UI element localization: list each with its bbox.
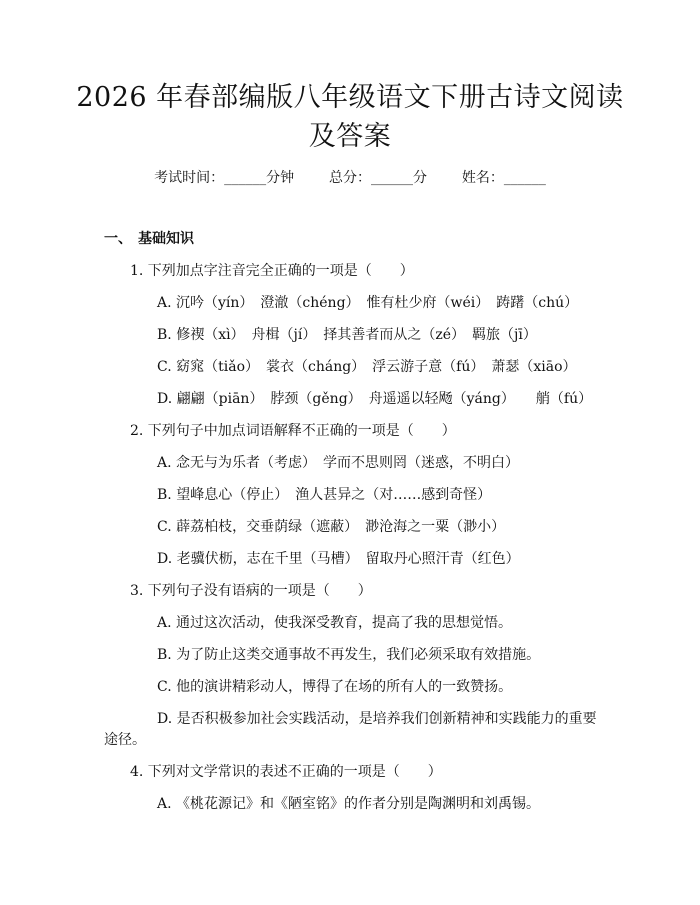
question-2-stem: 2. 下列句子中加点词语解释不正确的一项是（ ） [130, 423, 456, 439]
question-3-stem: 3. 下列句子没有语病的一项是（ ） [130, 583, 372, 599]
section-number: 一、 [104, 231, 132, 247]
student-name-field: 姓名：______ [461, 170, 546, 186]
question-1-stem: 1. 下列加点字注音完全正确的一项是（ ） [130, 263, 414, 279]
exam-time-field: 考试时间：______分钟 [154, 170, 295, 186]
question-4-option-a: A. 《桃花源记》和《陋室铭》的作者分别是陶渊明和刘禹锡。 [157, 796, 541, 812]
question-2-option-a: A. 念无与为乐者（考虑） 学而不思则罔（迷惑，不明白） [157, 455, 520, 471]
question-3-option-d-continued: 途径。 [104, 732, 146, 748]
question-2-option-b: B. 望峰息心（停止） 渔人甚异之（对……感到奇怪） [157, 487, 492, 503]
question-3-option-b: B. 为了防止这类交通事故不再发生，我们必须采取有效措施。 [157, 647, 541, 663]
question-4-stem: 4. 下列对文学常识的表述不正确的一项是（ ） [130, 764, 442, 780]
question-3-option-d: D. 是否积极参加社会实践活动，是培养我们创新精神和实践能力的重要 [157, 711, 597, 727]
total-score-field: 总分：______分 [329, 170, 427, 186]
question-1-option-c: C. 窈窕（tiǎo） 裳衣（cháng） 浮云游子意（fú） 萧瑟（xiāo） [157, 359, 577, 375]
document-title-line2: 及答案 [308, 121, 392, 152]
question-1-option-a: A. 沉吟（yín） 澄澈（chéng） 惟有杜少府（wéi） 踌躇（chú） [157, 295, 579, 311]
question-2-option-c: C. 薜荔柏枝，交垂荫绿（遮蔽） 渺沧海之一粟（渺小） [157, 519, 506, 535]
document-title-line1: 2026 年春部编版八年级语文下册古诗文阅读 [76, 82, 624, 113]
question-2-option-d: D. 老骥伏枥，志在千里（马槽） 留取丹心照汗青（红色） [157, 551, 520, 567]
question-1-option-d: D. 翩翩（piān） 脖颈（gěng） 舟遥遥以轻飏（yáng） 艄（fú） [157, 391, 593, 407]
question-3-option-c: C. 他的演讲精彩动人，博得了在场的所有人的一致赞扬。 [157, 679, 513, 695]
question-3-option-a: A. 通过这次活动，使我深受教育，提高了我的思想觉悟。 [157, 615, 513, 631]
section-title: 基础知识 [138, 231, 194, 247]
exam-info [0, 168, 700, 188]
section-heading [104, 229, 194, 249]
question-1-option-b: B. 修禊（xì） 舟楫（jí） 择其善者而从之（zé） 羁旅（jī） [157, 327, 537, 343]
